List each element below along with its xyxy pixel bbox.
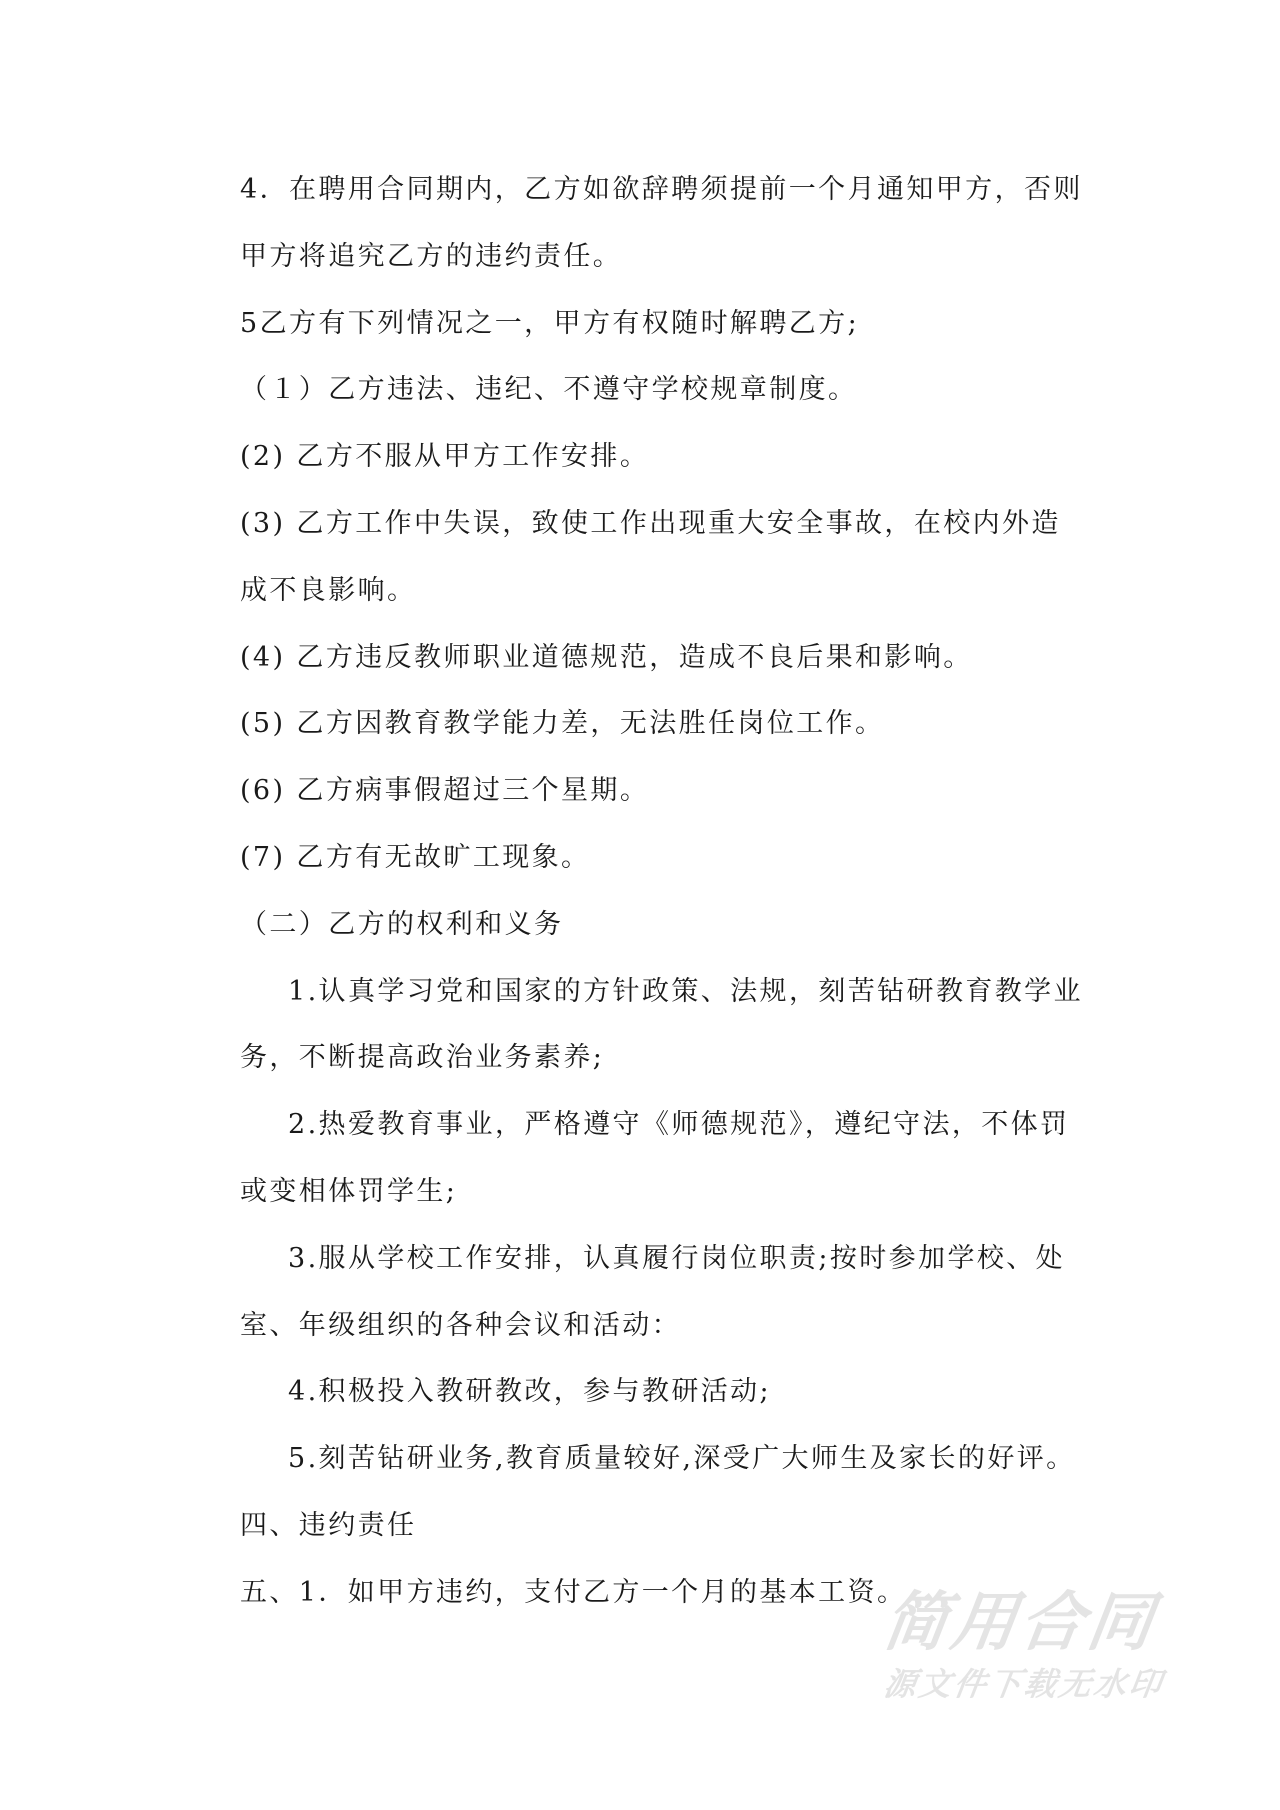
dismissal-item-2: (2) 乙方不服从甲方工作安排。 [240, 441, 650, 473]
clause-4-notice-line-1: 4．在聘用合同期内，乙方如欲辞聘须提前一个月通知甲方，否则 [240, 174, 1083, 205]
clause-5-dismissal-heading: 5乙方有下列情况之一，甲方有权随时解聘乙方; [240, 307, 860, 339]
document-body [240, 157, 1110, 1627]
dismissal-item-5: (5) 乙方因教育教学能力差，无法胜任岗位工作。 [240, 708, 885, 740]
section-party-b-rights-heading: （二）乙方的权利和义务 [240, 908, 564, 940]
dismissal-item-1: （１）乙方违法、违纪、不遵守学校规章制度。 [240, 374, 858, 406]
duty-3-line-2: 室、年级组织的各种会议和活动： [240, 1309, 681, 1341]
breach-clause-1: 五、1．如甲方违约，支付乙方一个月的基本工资。 [240, 1576, 907, 1608]
clause-4-notice-line-2: 甲方将追究乙方的违约责任。 [240, 240, 623, 272]
dismissal-item-3-line-2: 成不良影响。 [240, 574, 417, 606]
dismissal-item-3-line-1: (3) 乙方工作中失误，致使工作出现重大安全事故，在校内外造 [240, 507, 1061, 539]
watermark-title: 简用合同 [878, 1586, 1162, 1660]
watermark [878, 1586, 1184, 1703]
dismissal-item-7: (7) 乙方有无故旷工现象。 [240, 841, 591, 873]
duty-3-line-1: 3.服从学校工作安排，认真履行岗位职责;按时参加学校、处 [288, 1242, 1066, 1274]
duty-1-line-2: 务，不断提高政治业务素养; [240, 1042, 605, 1074]
duty-4: 4.积极投入教研教改，参与教研活动; [288, 1376, 772, 1408]
dismissal-item-6: (6) 乙方病事假超过三个星期。 [240, 775, 650, 807]
duty-5: 5.刻苦钻研业务,教育质量较好,深受广大师生及家长的好评。 [288, 1443, 1076, 1475]
duty-2-line-1: 2.热爱教育事业，严格遵守《师德规范》，遵纪守法，不体罚 [288, 1109, 1070, 1141]
dismissal-item-4: (4) 乙方违反教师职业道德规范，造成不良后果和影响。 [240, 641, 973, 673]
duty-2-line-2: 或变相体罚学生; [240, 1175, 458, 1207]
watermark-subtitle: 源文件下载无水印 [881, 1665, 1167, 1703]
section-breach-liability-heading: 四、违约责任 [240, 1509, 417, 1541]
duty-1-line-1: 1.认真学习党和国家的方针政策、法规，刻苦钻研教育教学业 [288, 975, 1083, 1007]
